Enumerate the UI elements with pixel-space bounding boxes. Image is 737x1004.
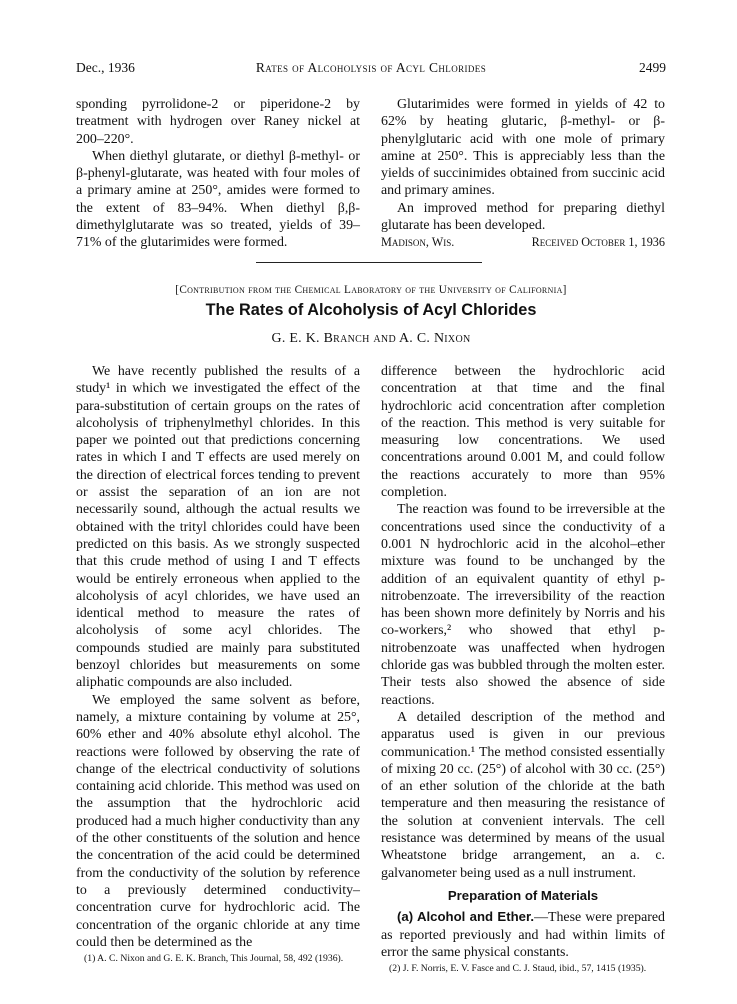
footnote-2 <box>381 963 665 975</box>
footnote-text: (1) A. C. Nixon and G. E. K. Branch, This Journal, 58, 492 (1936). <box>84 953 344 965</box>
body-paragraph: The reaction was found to be irreversible at the concentrations used since the conductivity of a 0.001 N hydrochloric acid in the alcohol–ether mixture was found to be unchanged by the addition of an equivalent quantity of ethyl p-nitrobenzoate. The irreversibility of the reaction has been shown more definitely by Norris and his co-workers,² who showed that ethyl p-nitrobenzoate was unaffected when hydrogen chloride gas was bubbled through the molten ester. Their tests also showed the absence of side reactions. <box>381 502 665 708</box>
article-title: The Rates of Alcoholysis of Acyl Chlorides <box>205 301 537 319</box>
summary-paragraph: sponding pyrrolidone-2 or piperidone-2 by treatment with hydrogen over Raney nickel at 200–220°. <box>76 97 360 147</box>
running-header <box>76 60 666 78</box>
previous-article-summary-right <box>381 96 665 252</box>
body-column-right <box>381 363 665 975</box>
summary-paragraph: An improved method for preparing diethyl glutarate has been developed. <box>381 200 665 234</box>
previous-article-summary-left <box>76 96 360 252</box>
received-line <box>381 234 665 251</box>
paragraph-text: —These were prepared as reported previously and had within limits of error the same physical constants. <box>381 910 665 960</box>
page-number: 2499 <box>639 60 666 75</box>
run-in-heading: (a) Alcohol and Ether. <box>397 909 535 925</box>
summary-paragraph: Glutarimides were formed in yields of 42 to 62% by heating glutaric, β-methyl- or β-phenylglutaric acid with one mole of primary amine at 250°. This is appreciably less than the yields of succinimides obtained from succinic acid and primary amines. <box>381 97 665 199</box>
received-date: Received October 1, 1936 <box>531 235 665 250</box>
article-authors: G. E. K. Branch and A. C. Nixon <box>271 331 471 346</box>
body-paragraph: A detailed description of the method and apparatus used is given in our previous communication.¹ The method consisted essentially of mixing 20 cc. (25°) of alcohol with 30 cc. (25°) of an ether solution of the chloride at the bath temperature and then measuring the resistance of the solution at convenient intervals. The cell resistance was determined by means of the usual Wheatstone bridge arrangement, an a. c. galvanometer being used as a null instrument. <box>381 709 665 881</box>
body-paragraph: We have recently published the results of a study¹ in which we investigated the effect of the para-substitution of certain groups on the rates of alcoholysis of triphenylmethyl chlorides. In this paper we pointed out that predictions concerning rates in which I and T effects are used merely on the direction of electrical forces tending to prevent or assist the separation of an ion are not necessarily sound, although the actual results we obtained with the trityl chlorides could have been predicted on this basis. As we strongly suspected that this crude method of using I and T effects would be entirely erroneous when applied to the alcoholysis of acyl chlorides, we have used an identical method to measure the rates of alcoholysis of some acyl chlorides. The compounds studied are mainly para substituted benzoyl chlorides but measurements on some aliphatic compounds are also included. <box>76 364 360 691</box>
body-paragraph: difference between the hydrochloric acid concentration at that time and the final hydrochloric acid concentration after completion of the reaction. This method is very suitable for measuring low concentrations. We used concentrations around 0.001 M, and could follow the reactions accurately to more than 95% completion. <box>381 364 665 501</box>
footnote-text: (2) J. F. Norris, E. V. Fasce and C. J. Staud, ibid., 57, 1415 (1935). <box>389 963 647 975</box>
body-paragraph: We employed the same solvent as before, namely, a mixture containing by volume at 25°, 60% ether and 40% absolute ethyl alcohol. The reactions were followed by observing the rate of change of the electrical conductivity of solutions containing acid chloride. This method was used on the assumption that the hydrochloric acid produced had a much higher conductivity than any of the other constituents of the solution and hence the concentration of the acid could be determined from the conductivity of the solution by reference to a previously determined conductivity–concentration curve for hydrochloric acid. The concentration of the organic chloride at any time could then be determined as the <box>76 692 360 950</box>
section-divider <box>256 262 482 263</box>
section-heading: Preparation of Materials <box>447 887 599 903</box>
issue-date: Dec., 1936 <box>76 60 135 75</box>
location: Madison, Wis. <box>381 235 455 250</box>
body-column-left <box>76 363 360 965</box>
body-paragraph <box>381 908 665 961</box>
contribution-line: [Contribution from the Chemical Laboratory of the University of California] <box>175 284 567 296</box>
footnote-1 <box>76 953 360 965</box>
summary-paragraph: When diethyl glutarate, or diethyl β-methyl- or β-phenyl-glutarate, was heated with four moles of a primary amine at 250°, amides were formed to the extent of 83–94%. When diethyl β,β-dimethylglutarate was so treated, yields of 39–71% of the glutarimides were formed. <box>76 148 360 251</box>
running-title: Rates of Alcoholysis of Acyl Chlorides <box>255 60 487 75</box>
